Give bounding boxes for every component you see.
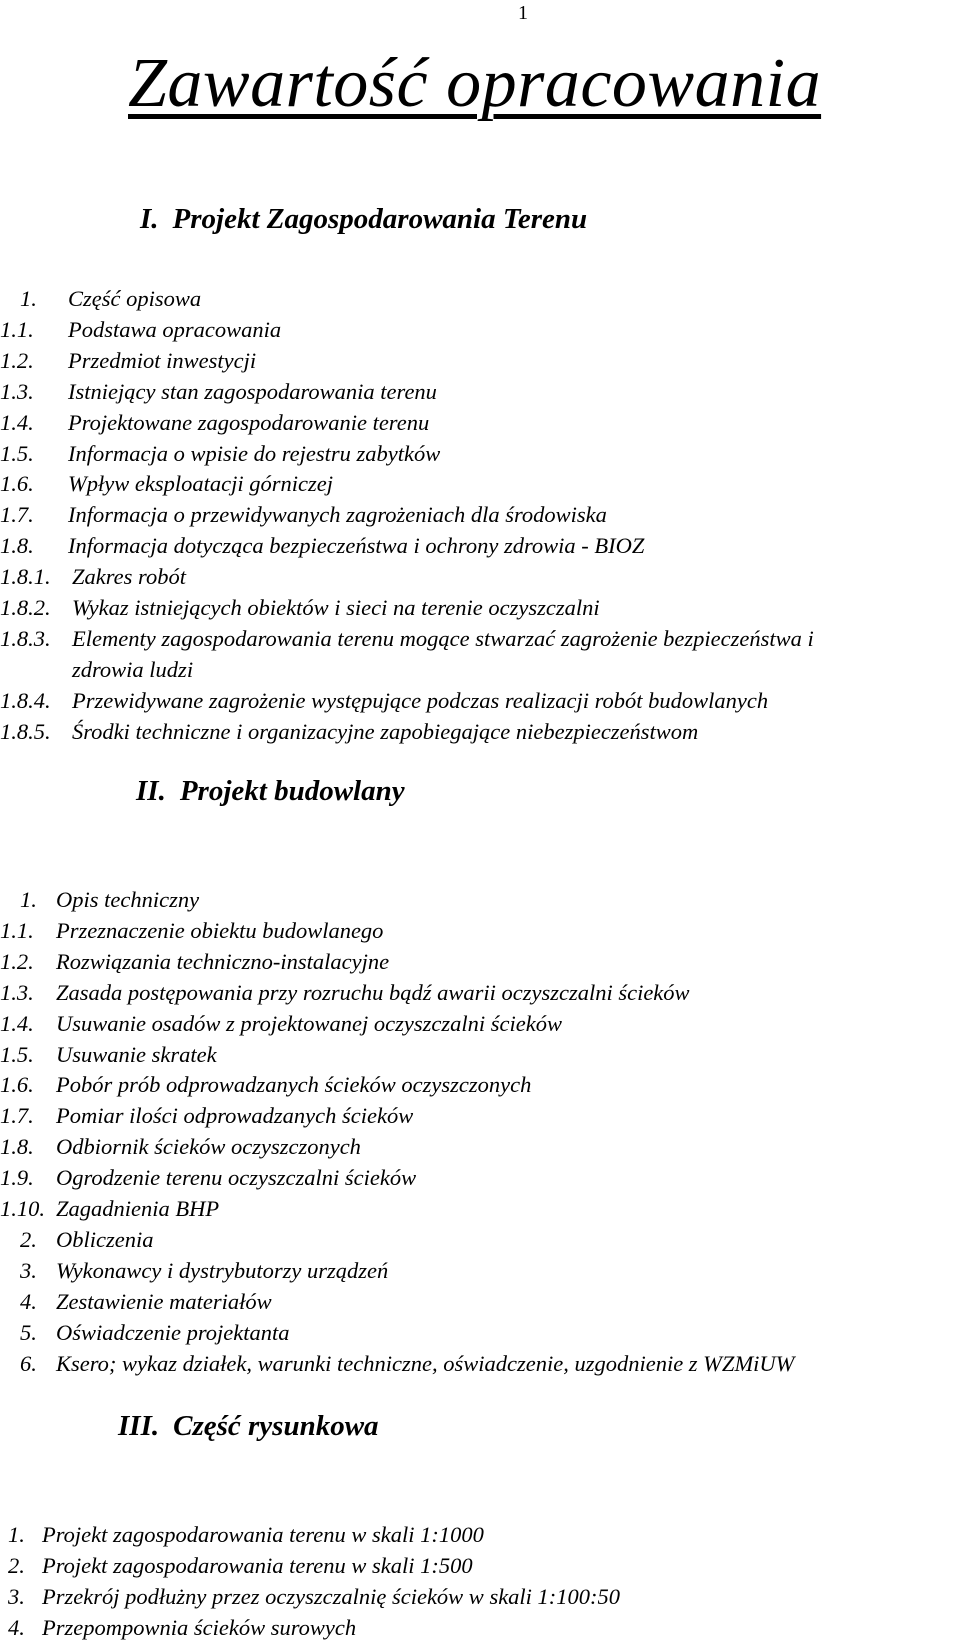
item-number: 1. [20,286,37,311]
item-number: 4. [8,1614,25,1640]
list-item [0,1163,794,1194]
item-number: 1.6. [0,1072,34,1098]
item-number: 1.5. [0,1041,34,1067]
item-number: 1.8.4. [0,687,51,713]
list-item [0,593,814,624]
item-text: Usuwanie osadów z projektowanej oczyszczalni ścieków [56,1010,562,1036]
item-number: 2. [8,1552,25,1578]
page-number: 1 [518,2,528,24]
section-numeral: III. [118,1410,160,1442]
item-number: 1.7. [0,502,34,528]
item-number: 1.8.3. [0,625,51,651]
item-text: Opis techniczny [56,887,200,912]
item-number: 1.10. [0,1196,45,1222]
list-item [0,1318,794,1349]
list-item [0,916,794,947]
item-text: Informacja dotycząca bezpieczeństwa i ochrony zdrowia - BIOZ [68,533,645,559]
item-number: 1.4. [0,409,34,435]
item-number: 1.8. [0,1134,34,1160]
item-text: Pobór prób odprowadzanych ścieków oczyszczonych [56,1072,532,1098]
item-text: Przepompownia ścieków surowych [42,1614,357,1640]
list-item [0,1613,620,1644]
item-text: Projekt zagospodarowania terenu w skali 1:1000 [42,1522,484,1547]
item-number: 1.1. [0,917,34,943]
list-item [0,947,794,978]
item-text: Podstawa opracowania [68,316,282,342]
item-number: 1.8.1. [0,564,51,590]
list-item [0,408,814,439]
list-item [0,1225,794,1256]
list-item-continuation [0,655,814,686]
item-text-continuation: zdrowia ludzi [72,656,194,682]
list-item [0,500,814,531]
section-heading-1 [140,203,587,236]
item-text: Przewidywane zagrożenie występujące podczas realizacji robót budowlanych [72,687,769,713]
item-number: 1.8.2. [0,595,51,621]
item-text: Oświadczenie projektanta [56,1319,290,1345]
section-numeral: II. [136,775,166,807]
list-item [0,1070,794,1101]
item-text: Przekrój podłużny przez oczyszczalnię ścieków w skali 1:100:50 [42,1583,621,1609]
item-number: 1.2. [0,347,34,373]
item-text: Informacja o wpisie do rejestru zabytków [68,440,441,466]
list-item [0,1256,794,1287]
list-item [0,1582,620,1613]
document-title: Zawartość opracowania [128,45,822,122]
item-text: Projekt zagospodarowania terenu w skali 1:500 [42,1552,473,1578]
list-item [0,1194,794,1225]
list-item [0,1132,794,1163]
item-number: 1.3. [0,378,34,404]
item-number: 1.3. [0,979,34,1005]
section-1-list [0,284,814,748]
list-item [0,284,814,315]
item-number: 1.7. [0,1103,34,1129]
item-number: 4. [20,1288,37,1314]
item-text: Ogrodzenie terenu oczyszczalni ścieków [56,1165,417,1191]
item-text: Zasada postępowania przy rozruchu bądź awarii oczyszczalni ścieków [56,979,690,1005]
list-item [0,1349,794,1380]
item-text: Odbiornik ścieków oczyszczonych [56,1134,361,1160]
item-number: 2. [20,1226,37,1252]
list-item [0,377,814,408]
item-text: Wykonawcy i dystrybutorzy urządzeń [56,1257,389,1283]
item-text: Środki techniczne i organizacyjne zapobiegające niebezpieczeństwom [72,718,699,744]
item-number: 1.5. [0,440,34,466]
list-item [0,531,814,562]
item-number: 1.8.5. [0,718,51,744]
section-title: Projekt budowlany [179,775,405,807]
item-text: Przedmiot inwestycji [68,347,257,373]
item-text: Część opisowa [68,286,202,311]
section-numeral: I. [140,203,159,235]
list-item [0,1520,620,1551]
list-item [0,686,814,717]
list-item [0,717,814,748]
item-number: 1. [8,1522,25,1547]
item-text: Zagadnienia BHP [56,1196,220,1222]
item-number: 3. [20,1257,37,1283]
list-item [0,624,814,655]
list-item [0,346,814,377]
item-text: Rozwiązania techniczno-instalacyjne [56,948,390,974]
list-item [0,1009,794,1040]
item-text: Usuwanie skratek [56,1041,217,1067]
section-3-list [0,1520,620,1644]
item-text: Projektowane zagospodarowanie terenu [68,409,430,435]
item-number: 1. [20,887,37,912]
section-2-list [0,885,794,1380]
item-number: 1.9. [0,1165,34,1191]
item-text: Zestawienie materiałów [56,1288,272,1314]
section-heading-2 [136,775,405,808]
section-heading-3 [118,1410,379,1443]
item-number: 1.1. [0,316,34,342]
item-number: 6. [20,1350,37,1376]
list-item [0,315,814,346]
list-item [0,562,814,593]
item-number: 1.8. [0,533,34,559]
item-text: Przeznaczenie obiektu budowlanego [56,917,384,943]
item-number: 1.2. [0,948,34,974]
item-text: Wykaz istniejących obiektów i sieci na terenie oczyszczalni [72,595,600,621]
section-title: Część rysunkowa [173,1410,379,1442]
item-text: Obliczenia [56,1226,154,1252]
list-item [0,439,814,470]
item-text: Ksero; wykaz działek, warunki techniczne, oświadczenie, uzgodnienie z WZMiUW [56,1350,795,1376]
list-item [0,978,794,1009]
section-title: Projekt Zagospodarowania Terenu [172,203,588,235]
list-item [0,885,794,916]
list-item [0,1040,794,1071]
item-number: 1.6. [0,471,34,497]
list-item [0,1287,794,1318]
item-number: 5. [20,1319,37,1345]
list-item [0,1101,794,1132]
item-number: 3. [8,1583,25,1609]
item-text: Istniejący stan zagospodarowania terenu [68,378,437,404]
item-text: Pomiar ilości odprowadzanych ścieków [56,1103,414,1129]
item-text: Zakres robót [72,564,186,590]
list-item [0,1551,620,1582]
item-text: Wpływ eksploatacji górniczej [68,471,333,497]
item-text: Informacja o przewidywanych zagrożeniach dla środowiska [68,502,607,528]
item-number: 1.4. [0,1010,34,1036]
list-item [0,469,814,500]
item-text: Elementy zagospodarowania terenu mogące stwarzać zagrożenie bezpieczeństwa i [72,625,814,651]
